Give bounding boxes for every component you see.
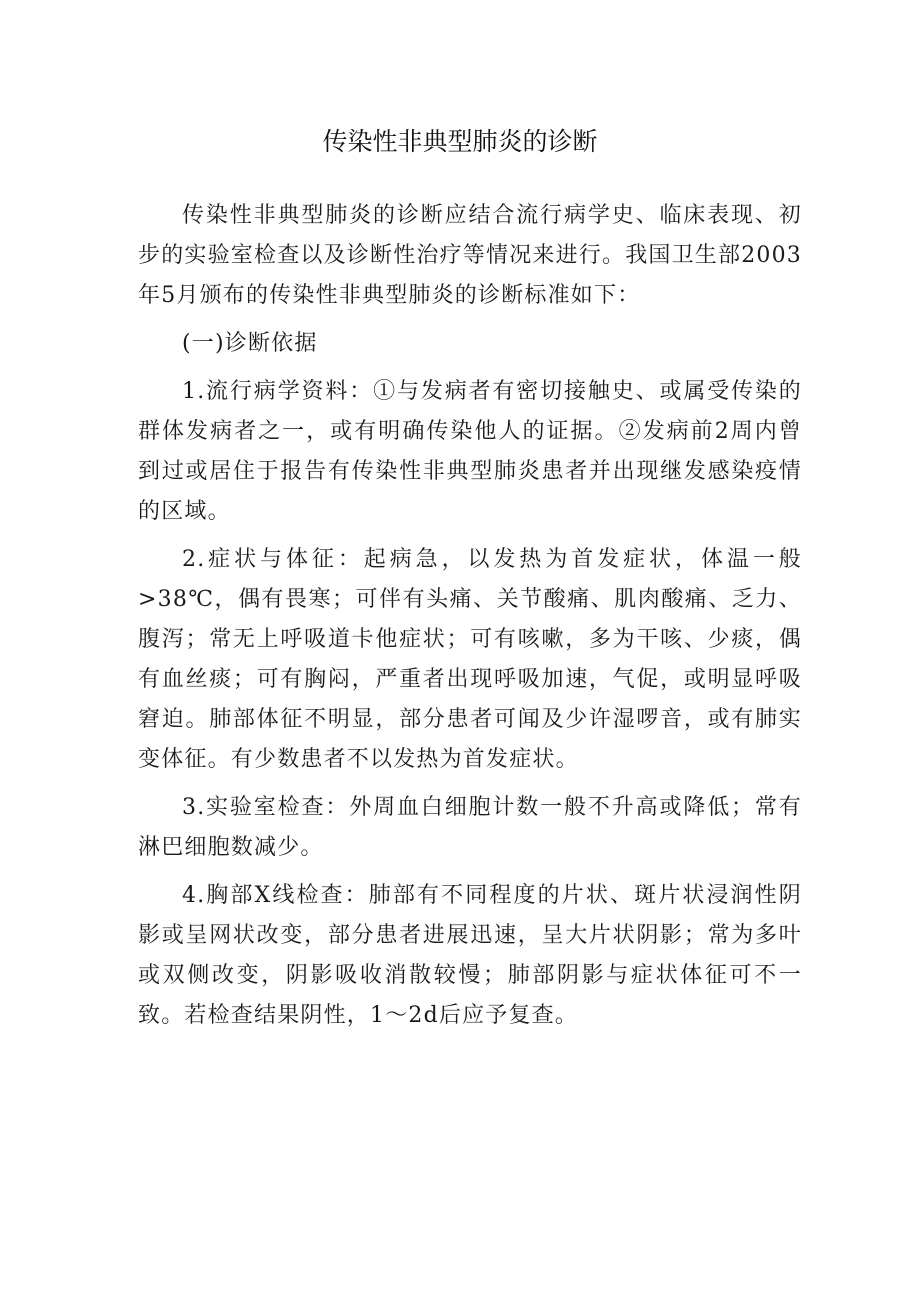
section-heading-diagnostic-basis: (一)诊断依据 bbox=[182, 331, 318, 356]
intro-paragraph: 传染性非典型肺炎的诊断应结合流行病学史、临床表现、初步的实验室检查以及诊断性治疗等情况来进行。我国卫生部2003年5月颁布的传染性非典型肺炎的诊断标准如下： bbox=[138, 203, 802, 308]
item-symptoms-signs: 2.症状与体征：起病急，以发热为首发症状，体温一般>38℃，偶有畏寒；可伴有头痛、关节酸痛、肌肉酸痛、乏力、腹泻；常无上呼吸道卡他症状；可有咳嗽，多为干咳、少痰，偶有血丝痰；可有胸闷，严重者出现呼吸加速，气促，或明显呼吸窘迫。肺部体征不明显，部分患者可闻及少许湿啰音，或有肺实变体征。有少数患者不以发热为首发症状。 bbox=[138, 547, 802, 772]
item-lab-tests: 3.实验室检查：外周血白细胞计数一般不升高或降低；常有淋巴细胞数减少。 bbox=[138, 795, 802, 860]
document-body bbox=[138, 196, 802, 1036]
item-epidemiology: 1.流行病学资料：①与发病者有密切接触史、或属受传染的群体发病者之一，或有明确传染他人的证据。②发病前2周内曾到过或居住于报告有传染性非典型肺炎患者并出现继发感染疫情的区域。 bbox=[138, 379, 802, 524]
item-chest-xray: 4.胸部X线检查：肺部有不同程度的片状、斑片状浸润性阴影或呈网状改变，部分患者进展迅速，呈大片状阴影；常为多叶或双侧改变，阴影吸收消散较慢；肺部阴影与症状体征可不一致。若检查结果阴性，1～2d后应予复查。 bbox=[138, 883, 802, 1028]
document-title: 传染性非典型肺炎的诊断 bbox=[322, 127, 598, 156]
